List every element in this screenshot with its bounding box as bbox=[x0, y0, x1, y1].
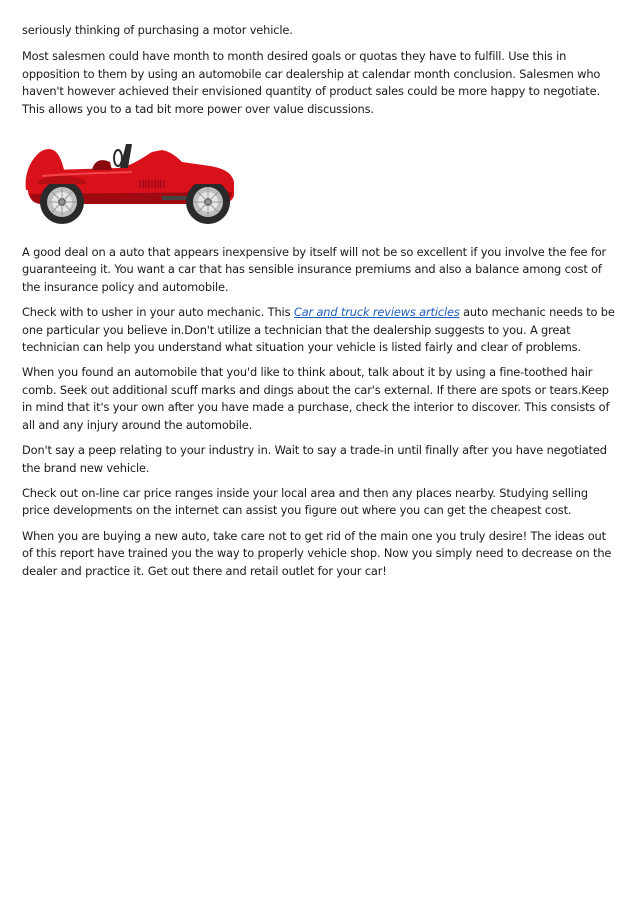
article-body bbox=[22, 22, 618, 588]
car-reviews-link[interactable]: Car and truck reviews articles bbox=[293, 305, 460, 320]
paragraph-4-before: Check with to usher in your auto mechanic. This bbox=[22, 305, 294, 320]
paragraph-1: seriously thinking of purchasing a motor vehicle. bbox=[22, 23, 293, 37]
paragraph-8: When you are buying a new auto, take care not to get rid of the main one you truly desire! The ideas out of this report have trained you the way to properly vehicle shop. Now you simply need to decrease on the dealer and practice it. Get out there and retail outlet for your car! bbox=[22, 528, 612, 578]
paragraph-5: When you found an automobile that you'd like to think about, talk about it by using a fine-toothed hair comb. Seek out additional scuff marks and dings about the car's external. If there are spots or tears.Keep in mind that it's your own after you have made a purchase, check the interior to discover. This consists of all and any injury around the automobile. bbox=[22, 365, 610, 432]
paragraph-4-after: auto mechanic needs to be one particular you believe in.Don't utilize a technician that the dealership suggests to you. A great technician can help you understand what situation your vehicle is listed fairly and clear of problems. bbox=[22, 305, 615, 355]
paragraph-3: A good deal on a auto that appears inexpensive by itself will not be so excellent if you involve the fee for guaranteeing it. You want a car that has sensible insurance premiums and also a balance among cost of the insurance policy and automobile. bbox=[22, 245, 607, 294]
vintage-red-car-icon bbox=[22, 130, 242, 230]
vintage-car-image bbox=[22, 130, 242, 230]
paragraph-4 bbox=[22, 304, 618, 356]
front-wheel bbox=[186, 180, 230, 224]
rear-wheel bbox=[40, 180, 84, 224]
paragraph-2: Most salesmen could have month to month desired goals or quotas they have to fulfill. Use this in opposition to them by using an automobile car dealership at calendar month conclusion. Salesmen who haven't however achieved their envisioned quantity of product sales could be more happy to negotiate. This allows you to a tad bit more power over value discussions. bbox=[22, 49, 601, 116]
paragraph-6: Don't say a peep relating to your industry in. Wait to say a trade-in until finally after you have negotiated the brand new vehicle. bbox=[22, 443, 607, 475]
paragraph-7: Check out on-line car price ranges inside your local area and then any places nearby. Studying selling price developments on the internet can assist you figure out where you can get the cheapest cost. bbox=[22, 485, 588, 518]
